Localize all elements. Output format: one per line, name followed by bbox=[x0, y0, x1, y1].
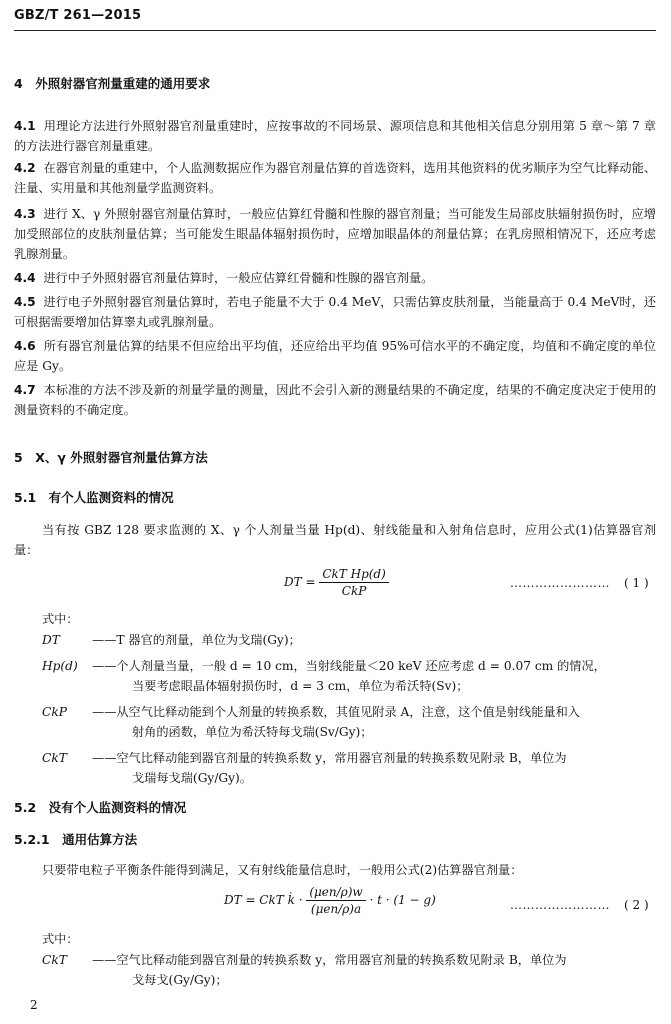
page-number: 2 bbox=[30, 998, 38, 1012]
header-rule bbox=[14, 30, 656, 31]
formula-1-numerator: CkT Hp(d) bbox=[319, 566, 388, 583]
clause-number: 4.7 bbox=[14, 383, 36, 397]
clause-text: 所有器官剂量估算的结果不但应给出平均值，还应给出平均值 95%可信水平的不确定度，均值和不确定度的单位应是 Gy。 bbox=[14, 339, 656, 373]
formula-2-denominator: (μen/ρ)a bbox=[310, 902, 362, 916]
clause-4-5 bbox=[14, 292, 656, 332]
formula-2-tag: ( 2 ) bbox=[624, 898, 649, 912]
formula-1-tag: ( 1 ) bbox=[624, 576, 649, 590]
definition-lead: ——T 器官的剂量，单位为戈瑞(Gy)； bbox=[92, 633, 301, 647]
definition-lead: ——个人剂量当量，一般 d = 10 cm，当射线能量＜20 keV 还应考虑 d = 0.07 cm 的情况， bbox=[92, 659, 606, 673]
definition-lead: ——从空气比释动能到个人剂量的转换系数，其值见附录 A，注意，这个值是射线能量和入 bbox=[92, 705, 580, 719]
clause-4-1 bbox=[14, 116, 656, 156]
clause-number: 4.3 bbox=[14, 207, 36, 221]
definition-text bbox=[92, 702, 656, 742]
formula-1-denominator: CkP bbox=[341, 584, 367, 598]
clause-number: 4.6 bbox=[14, 339, 36, 353]
subsection-5-2-1-intro: 只要带电粒子平衡条件能得到满足，又有射线能量信息时，一般用公式(2)估算器官剂量： bbox=[42, 863, 523, 877]
clause-4-7 bbox=[14, 380, 656, 420]
formula-2-kerma-rate: k̇ bbox=[287, 893, 295, 907]
definition-text bbox=[92, 630, 656, 650]
definition-continuation: 戈每戈(Gy/Gy)； bbox=[132, 973, 228, 987]
formula-1-leader: …………………… bbox=[510, 576, 610, 590]
clause-number: 4.4 bbox=[14, 271, 36, 285]
formula-2-lhs: DT = CkT bbox=[224, 893, 284, 907]
definition-row bbox=[42, 656, 656, 696]
clause-number: 4.5 bbox=[14, 295, 36, 309]
definition-symbol: CkT bbox=[42, 953, 67, 967]
definition-text bbox=[92, 656, 656, 696]
clause-text: 进行电子外照射器官剂量估算时，若电子能量不大于 0.4 MeV，只需估算皮肤剂量，当能量高于 0.4 MeV时，还可根据需要增加估算睾丸或乳腺剂量。 bbox=[14, 295, 657, 329]
formula-2-fraction bbox=[306, 884, 365, 917]
clause-text: 进行中子外照射器官剂量估算时，一般应估算红骨髓和性腺的器官剂量。 bbox=[43, 271, 434, 285]
definition-continuation: 射角的函数，单位为希沃特每戈瑞(Sv/Gy)； bbox=[132, 725, 373, 739]
definition-symbol: CkP bbox=[42, 705, 67, 719]
clause-text: 本标准的方法不涉及新的剂量学量的测量，因此不会引入新的测量结果的不确定度，结果的不确定度决定于使用的测量资料的不确定度。 bbox=[14, 383, 657, 417]
definition-text bbox=[92, 950, 656, 990]
where-label-2: 式中： bbox=[42, 932, 79, 946]
definition-continuation: 当要考虑眼晶体辐射损伤时，d = 3 cm，单位为希沃特(Sv)； bbox=[132, 679, 469, 693]
definition-row bbox=[42, 702, 656, 742]
formula-1 bbox=[284, 566, 389, 599]
clause-text: 进行 X、γ 外照射器官剂量估算时，一般应估算红骨髓和性腺的器官剂量；当可能发生局部皮肤辐射损伤时，应增加受照部位的皮肤剂量估算；当可能发生眼晶体辐射损伤时，应增加眼晶体的剂量估算；在乳房照相情况下，还应考虑乳腺剂量。 bbox=[14, 207, 656, 261]
section-4-title: 4 外照射器官剂量重建的通用要求 bbox=[14, 76, 211, 91]
definition-row bbox=[42, 630, 656, 650]
clause-text: 在器官剂量的重建中，个人监测数据应作为器官剂量估算的首选资料，选用其他资料的优劣顺序为空气比释动能、注量、实用量和其他剂量学监测资料。 bbox=[14, 161, 657, 195]
where-label-1: 式中： bbox=[42, 612, 79, 626]
subsection-5-2-title: 5.2 没有个人监测资料的情况 bbox=[14, 800, 187, 815]
standard-code: GBZ/T 261—2015 bbox=[14, 8, 142, 23]
clause-4-3 bbox=[14, 204, 656, 264]
definition-row bbox=[42, 748, 656, 788]
definition-lead: ——空气比释动能到器官剂量的转换系数 y，常用器官剂量的转换系数见附录 B，单位为 bbox=[92, 751, 567, 765]
definitions-2 bbox=[42, 950, 656, 990]
definition-text bbox=[92, 748, 656, 788]
definition-lead: ——空气比释动能到器官剂量的转换系数 y，常用器官剂量的转换系数见附录 B，单位为 bbox=[92, 953, 567, 967]
definition-symbol: Hp(d) bbox=[42, 659, 78, 673]
subsection-5-1-title: 5.1 有个人监测资料的情况 bbox=[14, 490, 174, 505]
formula-2-rest: · t · (1 − g) bbox=[369, 893, 436, 907]
clause-4-4 bbox=[14, 268, 656, 288]
clause-4-2 bbox=[14, 158, 656, 198]
formula-2: DT = CkT k̇ · $\frac{\text{(μen/ρ)w}}{\text{(μen/ρ)a}}$ · t · (1 − g) bbox=[224, 885, 436, 916]
section-5-title: 5 X、γ 外照射器官剂量估算方法 bbox=[14, 450, 208, 465]
definitions-1 bbox=[42, 630, 656, 788]
definition-continuation: 戈瑞每戈瑞(Gy/Gy)。 bbox=[132, 771, 252, 785]
clause-number: 4.2 bbox=[14, 161, 36, 175]
formula-2-numerator: (μen/ρ)w bbox=[306, 884, 365, 901]
definition-symbol: DT bbox=[42, 633, 60, 647]
subsection-5-2-1-title: 5.2.1 通用估算方法 bbox=[14, 832, 138, 847]
subsection-5-1-intro: 当有按 GBZ 128 要求监测的 X、γ 个人剂量当量 Hp(d)、射线能量和入射角信息时，应用公式(1)估算器官剂量： bbox=[14, 523, 656, 557]
definition-row bbox=[42, 950, 656, 990]
clause-text: 用理论方法进行外照射器官剂量重建时，应按事故的不同场景、源项信息和其他相关信息分别用第 5 章～第 7 章的方法进行器官剂量重建。 bbox=[14, 119, 656, 153]
formula-1-lhs: DT = bbox=[284, 575, 316, 589]
formula-2-leader: …………………… bbox=[510, 898, 610, 912]
clause-number: 4.1 bbox=[14, 119, 36, 133]
definition-symbol: CkT bbox=[42, 751, 67, 765]
clause-4-6 bbox=[14, 336, 656, 376]
formula-1-fraction bbox=[319, 566, 388, 599]
